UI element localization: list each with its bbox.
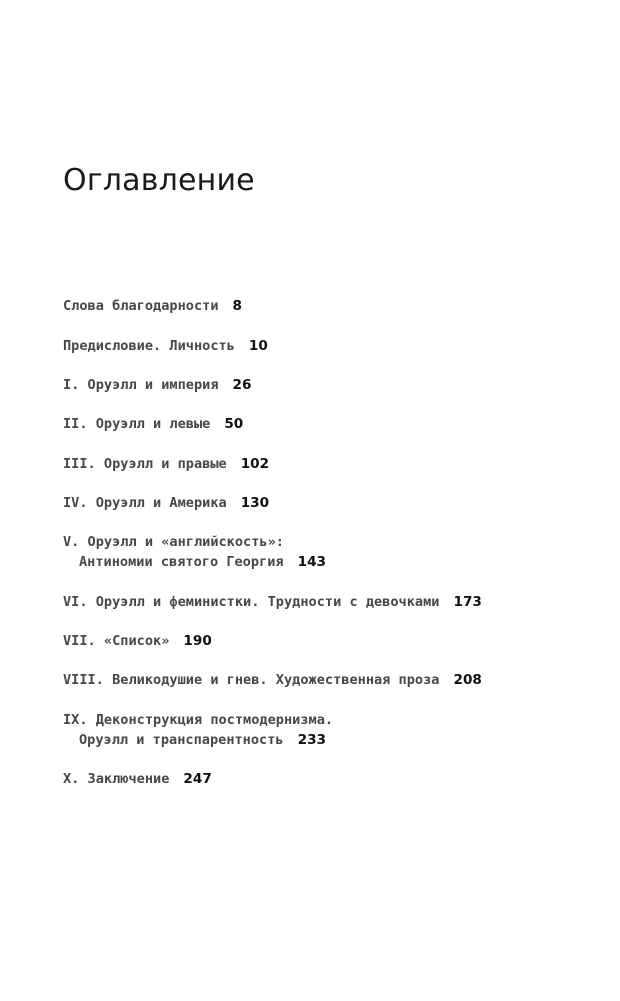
toc-entry-chapter-10[interactable] xyxy=(63,769,212,789)
toc-page-number: 26 xyxy=(232,377,252,393)
toc-entry-chapter-2[interactable] xyxy=(63,414,243,434)
toc-page-number: 50 xyxy=(224,416,244,432)
toc-page-number: 233 xyxy=(297,732,326,748)
toc-page-number: 173 xyxy=(453,594,482,610)
toc-entry-title: X. Заключение xyxy=(63,771,170,787)
toc-page-number: 102 xyxy=(240,456,270,472)
toc-entry-title: VI. Оруэлл и феминистки. Трудности с девочками xyxy=(63,594,440,610)
toc-page-number: 143 xyxy=(297,554,326,570)
toc-entry-chapter-8[interactable] xyxy=(63,670,482,690)
toc-entry-subtitle: Антиномии святого Георгия xyxy=(79,554,284,570)
toc-entry-title: V. Оруэлл и «английскость»: xyxy=(63,534,284,550)
toc-entry-chapter-7[interactable] xyxy=(63,631,212,651)
toc-entry-chapter-5[interactable] xyxy=(63,532,326,572)
toc-entry-chapter-9[interactable] xyxy=(63,710,333,750)
page-title: Оглавление xyxy=(63,163,255,198)
toc-entry-title: IX. Деконструкция постмодернизма. xyxy=(63,712,334,728)
toc-entry-title: Слова благодарности xyxy=(63,298,219,314)
toc-entry-chapter-1[interactable] xyxy=(63,375,251,395)
toc-page-number: 10 xyxy=(248,338,268,354)
toc-entry-chapter-6[interactable] xyxy=(63,592,482,612)
toc-entry-title: VII. «Список» xyxy=(63,633,170,649)
toc-entry-title: III. Оруэлл и правые xyxy=(63,456,227,472)
toc-entry-subtitle: Оруэлл и транспарентность xyxy=(79,732,284,748)
toc-entry-title: Предисловие. Личность xyxy=(63,338,235,354)
toc-entry-acknowledgements[interactable] xyxy=(63,296,242,316)
toc-entry-chapter-3[interactable] xyxy=(63,454,269,474)
toc-entry-preface[interactable] xyxy=(63,336,268,356)
toc-page-number: 247 xyxy=(183,771,212,787)
toc-entry-title: I. Оруэлл и империя xyxy=(63,377,219,393)
toc-entry-title: II. Оруэлл и левые xyxy=(63,416,211,432)
toc-entry-title: IV. Оруэлл и Америка xyxy=(63,495,227,511)
toc-page-number: 130 xyxy=(240,495,270,511)
toc-entry-title: VIII. Великодушие и гнев. Художественная проза xyxy=(63,672,440,688)
toc-page-number: 8 xyxy=(232,298,242,314)
toc-page-number: 208 xyxy=(453,672,482,688)
toc-page-number: 190 xyxy=(183,633,212,649)
toc-entry-chapter-4[interactable] xyxy=(63,493,269,513)
